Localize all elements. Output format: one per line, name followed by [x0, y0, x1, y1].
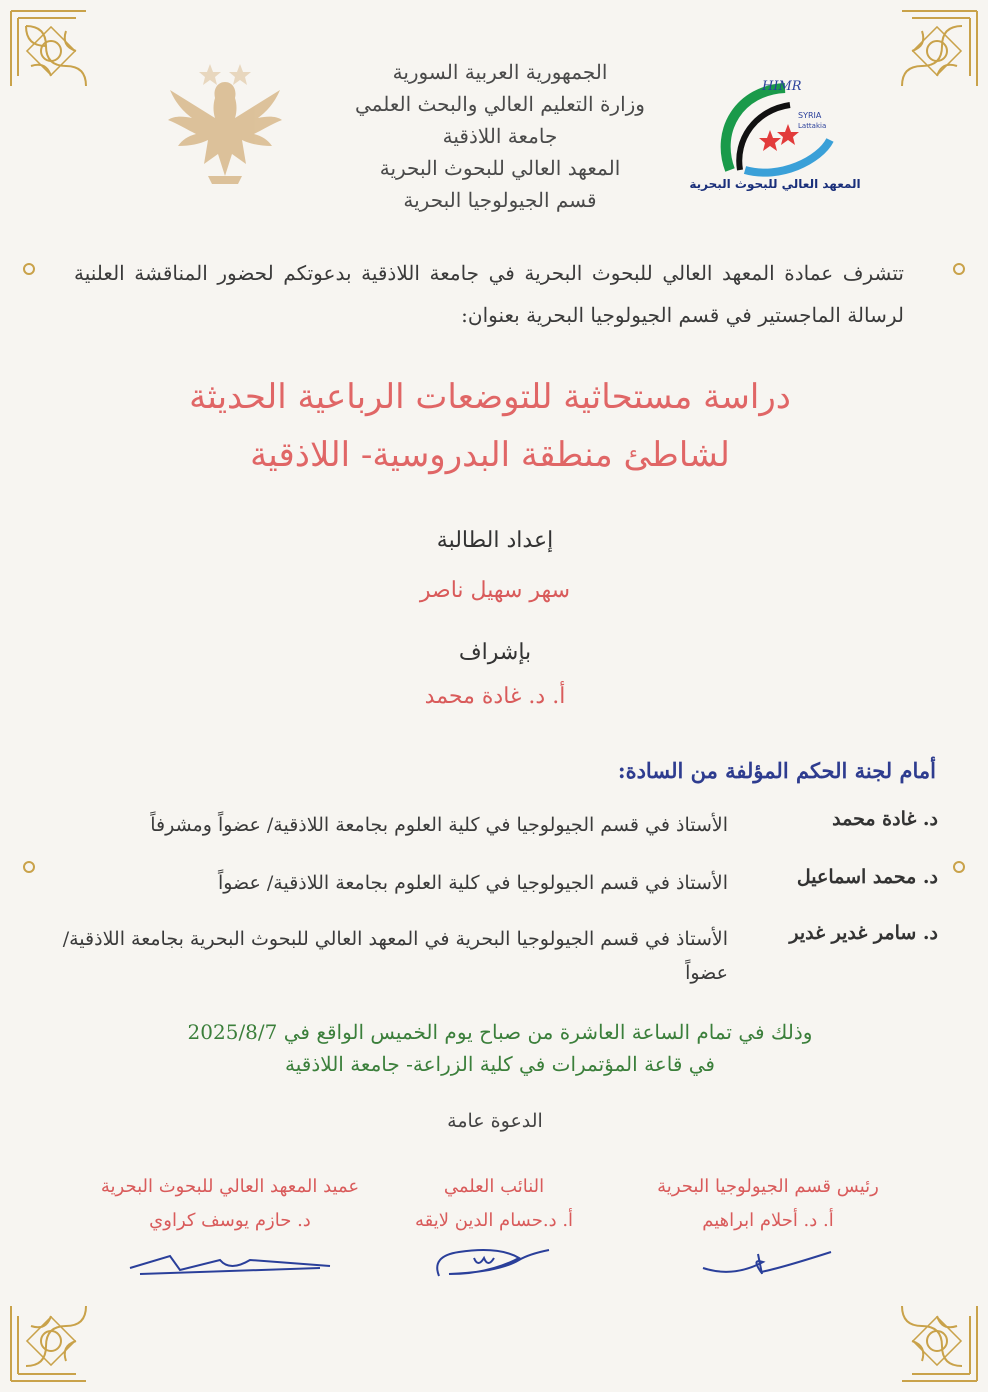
signature-icon	[693, 1238, 843, 1288]
public-invitation-note: الدعوة عامة	[447, 1110, 543, 1132]
signature-icon	[120, 1238, 340, 1288]
member-name: د. محمد اسماعيل	[796, 866, 938, 888]
side-ornament-icon	[22, 860, 36, 874]
committee-member	[48, 866, 938, 900]
student-name: سهر سهيل ناصر	[419, 578, 571, 603]
member-role: الأستاذ في قسم الجيولوجيا في كلية العلوم بجامعة اللاذقية/ عضواً ومشرفاً	[150, 814, 728, 836]
header-department: قسم الجيولوجيا البحرية	[403, 188, 597, 212]
schedule	[150, 1016, 850, 1080]
logo-top-text: HIMR	[762, 79, 802, 94]
schedule-venue: في قاعة المؤتمرات في كلية الزراعة- جامعة اللاذقية	[285, 1052, 715, 1076]
logo-bottom-text: المعهد العالي للبحوث البحرية	[689, 177, 861, 191]
member-name: د. سامر غدير غدير	[789, 922, 938, 944]
committee-member	[48, 922, 938, 990]
corner-ornament-icon	[832, 6, 982, 156]
thesis-title-line-2: لشاطئ منطقة البدروسية- اللاذقية	[250, 435, 730, 475]
supervision-label: بإشراف	[458, 640, 532, 665]
student-label: إعداد الطالبة	[436, 528, 554, 553]
header-university: جامعة اللاذقية	[442, 124, 558, 148]
committee-member	[48, 808, 938, 842]
member-role: الأستاذ في قسم الجيولوجيا البحرية في المعهد العالي للبحوث البحرية بجامعة اللاذقية/ عضواً	[62, 928, 728, 984]
member-name: د. غادة محمد	[832, 808, 938, 830]
member-role: الأستاذ في قسم الجيولوجيا في كلية العلوم بجامعة اللاذقية/ عضواً	[217, 872, 728, 894]
signatory-title: عميد المعهد العالي للبحوث البحرية	[100, 1176, 360, 1197]
invitation-text: تتشرف عمادة المعهد العالي للبحوث البحرية في جامعة اللاذقية بدعوتكم لحضور المناقشة العلنية لرسالة الماجستير في قسم الجيولوجيا البحرية بعنوان:	[74, 261, 904, 327]
thesis-title	[90, 368, 890, 484]
signature-icon	[419, 1238, 569, 1288]
schedule-time: وذلك في تمام الساعة العاشرة من صباح يوم الخميس الواقع في 2025/8/7	[187, 1020, 813, 1044]
signatory-title: رئيس قسم الجيولوجيا البحرية	[657, 1176, 879, 1197]
header-institute: المعهد العالي للبحوث البحرية	[379, 156, 621, 180]
corner-ornament-icon	[6, 6, 156, 156]
document-header	[300, 56, 700, 216]
signatory-name: أ. د. أحلام ابراهيم	[702, 1210, 834, 1231]
supervisor-name: أ. د. غادة محمد	[424, 684, 566, 709]
signatory-name: د. حازم يوسف كراوي	[149, 1210, 311, 1231]
signature-block	[364, 1170, 624, 1288]
logo-side-text: SYRIA	[798, 111, 822, 120]
side-ornament-icon	[952, 262, 966, 276]
institute-logo-icon	[689, 70, 861, 200]
signatory-name: أ. د.حسام الدين لايقه	[414, 1210, 574, 1231]
header-ministry: وزارة التعليم العالي والبحث العلمي	[355, 92, 645, 116]
header-country: الجمهورية العربية السورية	[392, 60, 608, 84]
side-ornament-icon	[22, 262, 36, 276]
side-ornament-icon	[952, 860, 966, 874]
signatory-title: النائب العلمي	[443, 1176, 545, 1197]
signature-block	[638, 1170, 898, 1288]
signature-block	[100, 1170, 360, 1288]
committee-heading: أمام لجنة الحكم المؤلفة من السادة:	[617, 758, 936, 783]
eagle-emblem-icon	[150, 52, 300, 202]
logo-side-text-2: Lattakia	[798, 122, 827, 130]
thesis-title-line-1: دراسة مستحاثية للتوضعات الرباعية الحديثة	[189, 377, 791, 417]
